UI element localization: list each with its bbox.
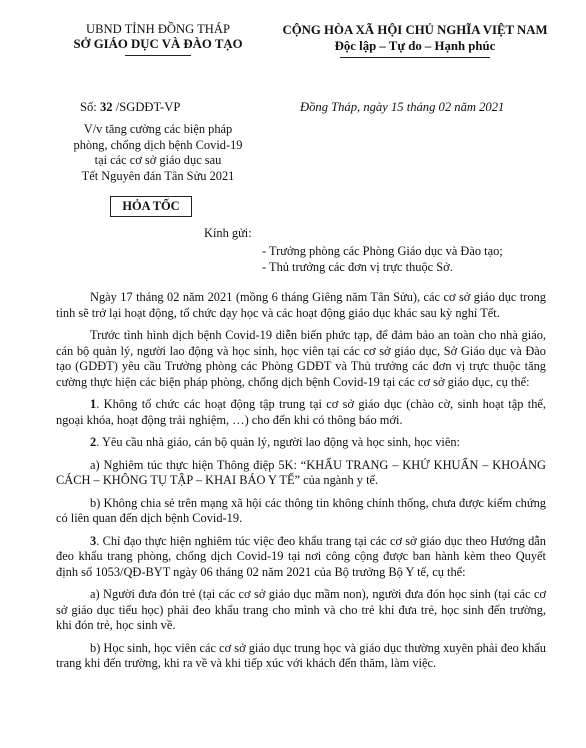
subject-line: V/v tăng cường các biện pháp xyxy=(83,122,233,136)
paragraph xyxy=(56,290,546,321)
subject-line: tại các cơ sở giáo dục sau xyxy=(94,153,222,167)
paragraph xyxy=(56,435,546,451)
paragraph-text: b) Học sinh, học viên các cơ sở giáo dục trung học và giáo dục thường xuyên phải đeo khẩu trang khi đến trường, khi ra về và khi tiếp xúc với khách đến thăm, làm việc. xyxy=(56,640,546,670)
motto: Độc lập – Tự do – Hạnh phúc xyxy=(334,39,496,53)
national-motto xyxy=(272,22,558,58)
paragraph-text: b) Không chia sẻ trên mạng xã hội các thông tin không chính thống, chưa được kiểm chứng có liên quan đến dịch bệnh Covid-19. xyxy=(56,495,546,525)
paragraph xyxy=(56,534,546,581)
divider xyxy=(340,57,490,58)
paragraph-text: a) Người đưa đón trẻ (tại các cơ sở giáo dục mầm non), người đưa đón học sinh (tại các cơ sở giáo dục tiểu học) phải đeo khẩu trang cho mình và cho trẻ khi đưa trẻ, học sinh đến trường, khi đón trẻ, học sinh về. xyxy=(56,587,546,632)
paragraph-text: Trước tình hình dịch bệnh Covid-19 diễn biến phức tạp, để đảm bảo an toàn cho nhà giáo, cán bộ quản lý, người lao động và học sinh, học viên tại các cơ sở giáo dục, Sở Giáo dục và Đào tạo (GDĐT) yêu cầu Trưởng phòng các Phòng GDĐT và Thủ trưởng các đơn vị trực thuộc tăng cường thực hiện các biện pháp phòng, chống dịch bệnh Covid-19 tại các cơ sở giáo dục, cụ thể: xyxy=(56,328,546,389)
paragraph-text: . Yêu cầu nhà giáo, cán bộ quản lý, người lao động và học sinh, học viên: xyxy=(96,435,460,449)
subject-block xyxy=(60,122,256,184)
document-number xyxy=(80,100,180,115)
paragraph-text: . Chỉ đạo thực hiện nghiêm túc việc đeo khẩu trang tại các cơ sở giáo dục theo Hướng dẫn đeo khẩu trang phòng, chống dịch Covid-19 tại nơi công cộng được ban hành kèm theo Quyết định số 1053/QĐ-BYT ngày 06 tháng 02 năm 2021 của Bộ trưởng Bộ Y tế, cụ thể: xyxy=(56,533,546,579)
paragraph xyxy=(56,641,546,672)
issue-date: Đồng Tháp, ngày 15 tháng 02 năm 2021 xyxy=(300,100,505,114)
paragraph-text: . Không tổ chức các hoạt động tập trung tại cơ sở giáo dục (chào cờ, sinh hoạt tập thể, ngoại khóa, hoạt động trải nghiệm, …) cho đến khi có thông báo mới. xyxy=(56,397,546,427)
item-number: 3 xyxy=(90,533,97,548)
issuing-authority xyxy=(58,22,258,56)
doc-number-prefix: Số: xyxy=(80,100,97,114)
province-committee: UBND TỈNH ĐỒNG THÁP xyxy=(85,22,231,36)
urgent-stamp: HỎA TỐC xyxy=(110,196,192,217)
recipients-list xyxy=(262,244,503,275)
recipient-item: - Trưởng phòng các Phòng Giáo dục và Đào tạo; xyxy=(262,244,503,258)
subject-line: Tết Nguyên đán Tân Sửu 2021 xyxy=(81,168,235,183)
paragraph xyxy=(56,496,546,527)
subject-line: phòng, chống dịch bệnh Covid-19 xyxy=(73,137,243,152)
paragraph xyxy=(56,397,546,428)
item-number: 2 xyxy=(90,435,97,449)
paragraph-text: a) Nghiêm túc thực hiện Thông điệp 5K: “KHẨU TRANG – KHỬ KHUẨN – KHOẢNG CÁCH – KHÔNG TỤ TẬP – KHAI BÁO Y TẾ” của ngành y tế. xyxy=(56,457,546,487)
paragraph xyxy=(56,328,546,390)
department-name: SỞ GIÁO DỤC VÀ ĐÀO TẠO xyxy=(73,37,243,51)
country-name: CỘNG HÒA XÃ HỘI CHỦ NGHĨA VIỆT NAM xyxy=(282,23,548,37)
paragraph xyxy=(56,587,546,634)
salutation: Kính gửi: xyxy=(204,226,252,240)
paragraph-text: Ngày 17 tháng 02 năm 2021 (mồng 6 tháng Giêng năm Tân Sửu), các cơ sở giáo dục trong tỉnh sẽ trở lại hoạt động, tổ chức dạy học và các hoạt động giáo dục khác sau kỳ nghỉ Tết. xyxy=(56,290,546,320)
paragraph xyxy=(56,458,546,489)
doc-number-value: 32 xyxy=(99,100,113,114)
divider xyxy=(125,55,191,56)
doc-number-suffix: /SGDĐT-VP xyxy=(115,100,181,114)
item-number: 1 xyxy=(90,397,97,411)
recipient-item: - Thủ trưởng các đơn vị trực thuộc Sở. xyxy=(262,259,453,274)
document-body xyxy=(56,290,546,679)
